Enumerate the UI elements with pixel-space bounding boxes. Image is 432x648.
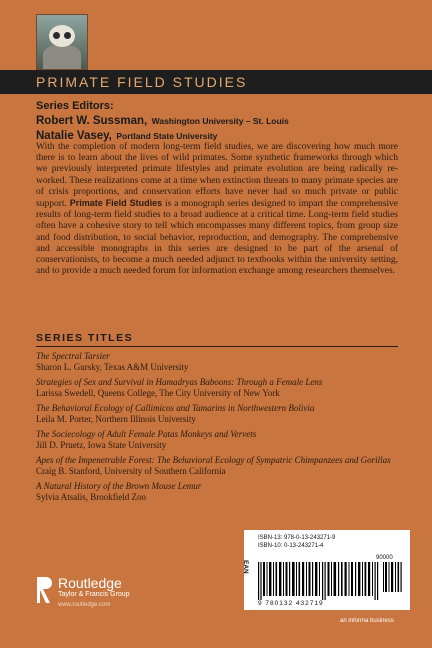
series-titles-heading: SERIES TITLES [36,332,398,347]
routledge-r-icon [36,575,54,605]
editor-name: Robert W. Sussman, [36,115,148,127]
editor-row [36,128,289,143]
lemur-eye-right [64,32,71,39]
book-title: Apes of the Impenetrable Forest: The Behavioral Ecology of Sympatric Chimpanzees and Gorillas [36,455,391,465]
editor-affiliation: Portland State University [116,131,218,141]
editor-row [36,113,289,128]
series-title-item [36,351,406,372]
series-title-item [36,429,406,450]
description-text: With the completion of modern long-term field studies, we are discovering how much more there is to learn about the lives of wild primates. Some synthetic frameworks through which we previously interpreted primate lifestyles and primate evolution are being radically re-worked. These realizations come at a time when extinction threats to many primate species are of crisis proportions, and conservation efforts have never had so much private or public support. [36,142,398,210]
ean-label: EAN [242,560,249,574]
barcode-number: 9 780132 432719 [258,600,324,607]
lemur-eye-left [53,32,60,39]
barcode-bars [258,562,404,600]
editor-name: Natalie Vasey, [36,130,112,142]
series-editors [36,100,289,143]
book-title: The Sociecology of Adult Female Patas Monkeys and Vervets [36,429,257,439]
routledge-logo [36,575,216,615]
editor-affiliation: Washington University – St. Louis [151,116,289,126]
publisher-brand: Routledge [58,575,122,591]
series-description [36,142,398,277]
series-title-item [36,481,406,502]
book-author: Sylvia Atsalis, Brookfield Zoo [36,491,146,502]
isbn-13: ISBN-13: 978-0-13-243271-9 [258,535,336,541]
price-code: 90000 [376,555,393,561]
book-author: Craig B. Stanford, University of Southern California [36,465,226,476]
isbn-barcode [244,530,410,610]
book-title: The Spectral Tarsier [36,351,110,361]
description-text: is a monograph series designed to impart the comprehensive results of long-term field studies to a broad audience at a critical time. Long-term field studies often have a cohesive story to tell which encompasses many different topics, from group size and food distribution, to social behavior, reproduction, and demography. The comprehensive and accessible monographs in this series are designed to be part of the arsenal of conservationists, to become a much needed adjunct to textbooks within the university setting, and to provide a much needed forum for information exchange among researchers themselves. [36,199,399,277]
editors-heading: Series Editors: [36,100,114,112]
series-band-title: PRIMATE FIELD STUDIES [0,70,432,94]
book-author: Jill D. Pruetz, Iowa State University [36,439,167,450]
series-title-item [36,455,406,476]
isbn-10: ISBN-10: 0-13-243271-4 [258,543,324,549]
book-title: A Natural History of the Brown Mouse Lemur [36,481,202,491]
informa-tagline: an informa business [340,618,394,624]
book-title: Strategies of Sex and Survival in Hamadryas Baboons: Through a Female Lens [36,377,323,387]
publisher-url[interactable]: www.routledge.com [58,602,111,608]
lemur-photo [36,14,88,70]
book-author: Sharon L. Gursky, Texas A&M University [36,361,189,372]
book-author: Larissa Swedell, Queens College, The City University of New York [36,387,280,398]
book-title: The Behavioral Ecology of Callimicos and Tamarins in Northwestern Bolivia [36,403,315,413]
publisher-group: Taylor & Francis Group [58,591,130,598]
series-name: Primate Field Studies [69,198,163,209]
series-title-item [36,377,406,398]
series-title-item [36,403,406,424]
series-titles-list [36,351,406,507]
book-author: Leila M. Porter, Northern Illinois University [36,413,196,424]
lemur-body [43,45,81,69]
